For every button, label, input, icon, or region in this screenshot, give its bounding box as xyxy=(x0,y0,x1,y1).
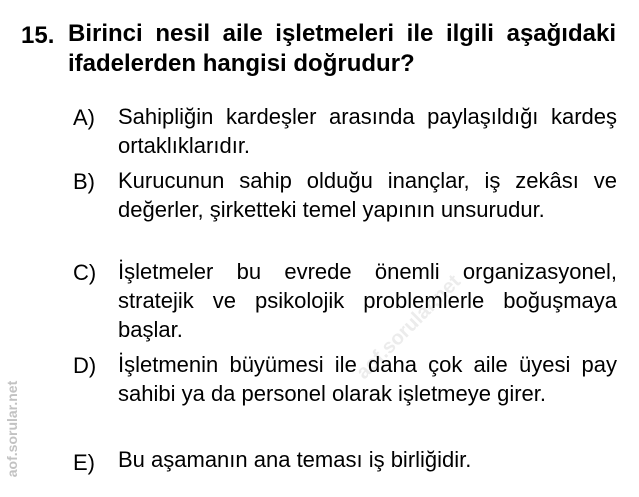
side-watermark: aof.sorular.net xyxy=(4,380,20,478)
option-b-letter: B) xyxy=(73,169,95,194)
option-a-letter: A) xyxy=(73,105,95,130)
option-d-text: İşletmenin büyümesi ile daha çok aile üyesi pay sahibi ya da personel olarak işletmeye girer. xyxy=(118,352,617,406)
option-b-text: Kurucunun sahip olduğu inançlar, iş zekâsı ve değerler, şirketteki temel yapının unsurudur. xyxy=(118,168,617,222)
diagonal-watermark: aof.sorular.net xyxy=(352,270,466,384)
option-d-letter: D) xyxy=(73,353,97,378)
question-number: 15. xyxy=(21,22,55,49)
option-c-text: İşletmeler bu evrede önemli organizasyonel, stratejik ve psikolojik problemlerle boğuşmaya başlar. xyxy=(118,259,617,342)
option-e-text: Bu aşamanın ana teması iş birliğidir. xyxy=(118,447,472,472)
option-c-letter: C) xyxy=(73,260,97,285)
option-a-text: Sahipliğin kardeşler arasında paylaşıldığı kardeş ortaklıklarıdır. xyxy=(118,104,617,158)
option-e-letter: E) xyxy=(73,450,95,475)
question-stem: Birinci nesil aile işletmeleri ile ilgili aşağıdaki ifadelerden hangisi doğrudur? xyxy=(68,20,616,77)
